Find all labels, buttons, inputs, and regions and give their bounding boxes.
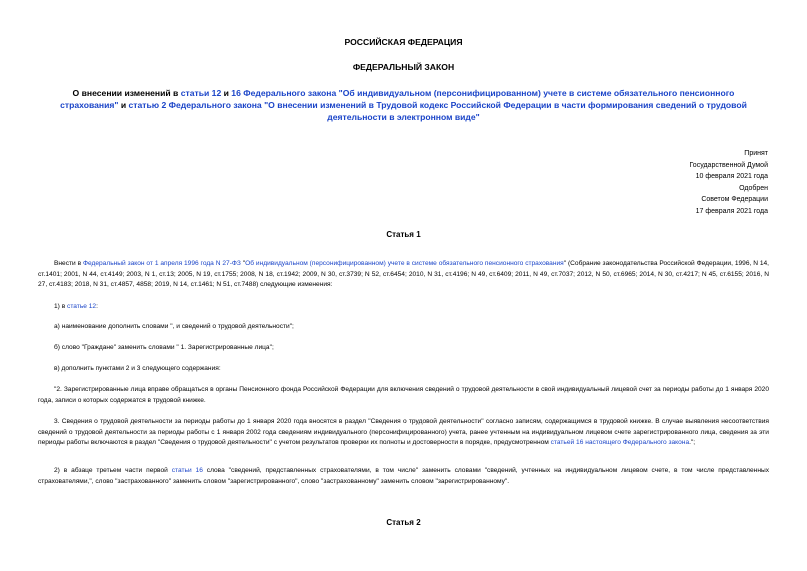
article-1-heading: Статья 1	[386, 230, 421, 239]
link-law-name[interactable]: Об индивидуальном (персонифицированном) учете в системе обязательного пенсионного страхования	[245, 260, 564, 267]
adoption-line: Принят	[744, 150, 768, 157]
para-text: 2) в абзаце третьем части первой	[54, 467, 172, 474]
para-text: .";	[689, 439, 696, 446]
adoption-block	[689, 148, 768, 218]
quoted-point-2: "2. Зарегистрированные лица вправе обращаться в органы Пенсионного фонда Российской Федерации для включения сведений о трудовой деятельности в свой индивидуальный лицевой счет за периоды работы до 1 января 2020 года, записи о которых содержатся в трудовой книжке.	[38, 386, 769, 404]
country-heading: РОССИЙСКАЯ ФЕДЕРАЦИЯ	[344, 37, 463, 47]
doc-type-heading: ФЕДЕРАЛЬНЫЙ ЗАКОН	[352, 62, 455, 72]
item-b: б) слово "Граждане" заменить словами " 1. Зарегистрированные лица";	[54, 344, 274, 351]
para-text: :	[96, 303, 98, 310]
item-a: а) наименование дополнить словами ", и сведений о трудовой деятельности";	[54, 323, 294, 330]
link-article-12[interactable]: статьи 12	[180, 88, 222, 98]
para-text: 3. Сведения о трудовой деятельности за периоды работы до 1 января 2020 года вносятся в раздел "Сведения о трудовой деятельности" согласно записям, содержащимся в трудовой книжке. В случае выявления несоответствия сведений о трудовой деятельности за периоды работы с 1 января 2002 года сведениям индивидуального (персонифицированного) учета, ранее учтенным на индивидуальном лицевом счете зарегистрированного лица, сведения за эти периоды работы включаются в раздел "Сведения о трудовой деятельности" с учетом результатов проверки их полноты и достоверности в порядке, предусмотренном	[38, 418, 769, 446]
article-1-intro	[38, 259, 769, 291]
adoption-line: Советом Федерации	[701, 196, 768, 204]
adoption-line: 10 февраля 2021 года	[695, 173, 768, 181]
item-1	[38, 302, 769, 313]
link-article-16-law[interactable]: 16 Федерального закона "Об индивидуальном (персонифицированном) учете в системе обязательного пенсионного страхования"	[60, 88, 735, 110]
adoption-line: Одобрен	[739, 184, 768, 192]
para-text: слова "сведений, представленных страхователями, в том числе" заменить словами "сведений, учтенных на индивидуальном лицевом счете, в том числе представленных страхователями,", слово "застрахованного" заменить словом "зарегистрированного", слово "застрахованному" заменить словом "зарегистрированному".	[38, 467, 770, 485]
item-2	[38, 466, 769, 487]
para-text: Внести в	[54, 260, 83, 267]
para-text: 1) в	[54, 303, 68, 310]
para-text: "	[240, 260, 246, 267]
title-text: и	[118, 100, 129, 110]
quoted-point-3	[38, 417, 769, 449]
link-article-16-inline[interactable]: статьи 16	[171, 467, 203, 474]
para-text: " (Собрание законодательства Российской Федерации, 1996, N 14, ст.1401; 2001, N 44, ст.4149; 2003, N 1, ст.13; 2005, N 19, ст.1755; 2008, N 18, ст.1942; 2009, N 30, ст.3739; N 52, ст.6454; 2010, N 31, ст.4196; N 49, ст.6409; 2011, N 49, ст.7037; 2012, N 50, ст.6965; 2014, N 30, ст.4217; N 45, ст.6155; 2016, N 27, ст.4183; 2018, N 31, ст.4857, 4858; 2019, N 14, ст.1461; N 51, ст.7488) следующие изменения:	[38, 260, 769, 288]
item-v: в) дополнить пунктами 2 и 3 следующего содержания:	[54, 365, 221, 372]
adoption-line: 17 февраля 2021 года	[695, 207, 768, 215]
law-title	[58, 87, 749, 123]
link-article-12-inline[interactable]: статье 12	[67, 303, 97, 310]
title-text: О внесении изменений в	[72, 88, 181, 98]
title-text: и	[221, 88, 232, 98]
link-article-16-this-law[interactable]: статьей 16 настоящего Федерального закона	[550, 439, 690, 446]
article-2-heading: Статья 2	[386, 518, 421, 527]
link-article-2-law[interactable]: статью 2 Федерального закона "О внесении изменений в Трудовой кодекс Российской Федерации в части формирования сведений о трудовой деятельности в электронном виде"	[128, 100, 747, 122]
adoption-line: Государственной Думой	[689, 161, 768, 169]
link-federal-law-27fz[interactable]: Федеральный закон от 1 апреля 1996 года N 27-ФЗ	[82, 260, 241, 267]
